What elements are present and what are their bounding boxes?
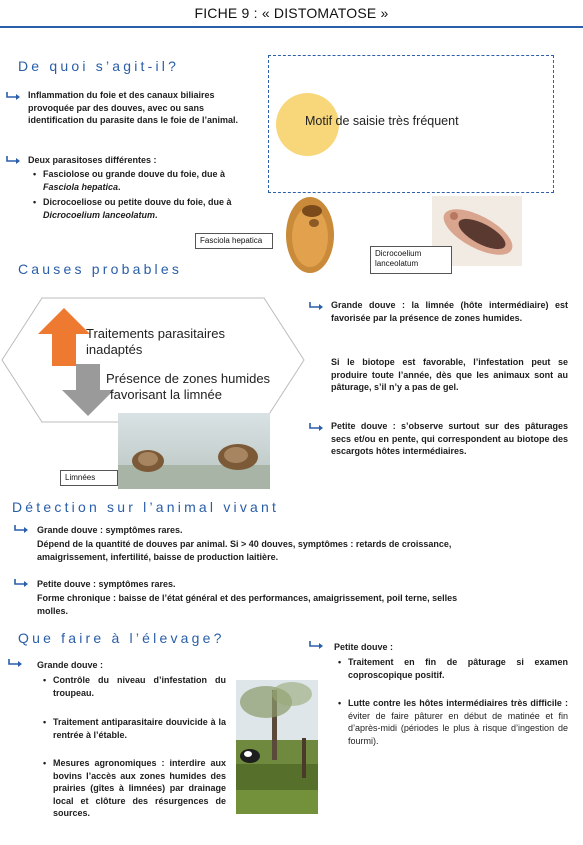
fasciola-photo [274,193,344,279]
page-header [0,0,583,28]
definition-text: Inflammation du foie et des canaux biliaires provoquée par des douves, avec ou sans identification du parasite dans le foie de l’animal. [28,90,239,125]
detection-grande-body: Dépend de la quantité de douves par animal. Si > 40 douves, symptômes : retards de croissance, amaigrissement, infertilité, baisse de production laitière. [37,539,452,562]
page-title: FICHE 9 : « DISTOMATOSE » [194,5,389,21]
bullet-dot-icon: • [43,758,47,768]
parasitoses-intro: Deux parasitoses différentes : [28,155,157,165]
cause-wetlands: Présence de zones humides favorisant la limnée [106,371,271,402]
motif-text: Motif de saisie très fréquent [305,114,459,128]
cause-treatment: Traitements parasitaires inadaptés [86,326,225,357]
arrow-bullet-icon [14,578,30,588]
action-petite-item-1: • Traitement en fin de pâturage si examen coproscopique positif. [338,657,568,680]
action-grande-title: Grande douve : [37,660,104,670]
bullet-dot-icon: • [43,675,47,685]
arrow-bullet-icon [14,524,30,534]
arrow-bullet-icon [6,91,22,101]
section-title-action: Que faire à l’élevage? [18,630,225,646]
bullet-dot-icon: • [33,197,37,207]
arrow-bullet-icon [8,658,24,668]
arrow-bullet-icon [309,640,325,650]
label-limnees: Limnées [60,470,118,486]
action-petite-title: Petite douve : [334,642,394,652]
action-grande-item-1: • Contrôle du niveau d’infestation du troupeau. [43,675,226,698]
orange-up-arrow-icon [36,306,92,368]
detection-petite-body: Forme chronique : baisse de l’état général et des performances, amaigrissement, poil terne, selles molles. [37,593,458,616]
arrow-bullet-icon [6,155,22,165]
limnees-photo [118,413,270,489]
list-item-fasciolose: • Fasciolose ou grande douve du foie, due à Fasciola hepatica. [33,169,226,192]
action-grande-item-3: • Mesures agronomiques : interdire aux bovins l’accès aux zones humides des prairies (gîtes à limnées) par drainage local et clôture des résurgences de sources. [43,758,226,818]
bullet-dot-icon: • [33,169,37,179]
arrow-bullet-icon [309,422,325,432]
action-grande-item-2: • Traitement antiparasitaire douvicide à la rentrée à l’étable. [43,717,226,740]
section-title-causes: Causes probables [18,261,183,277]
bullet-dot-icon: • [338,698,342,708]
cause-biotope-text: Si le biotope est favorable, l’infestation peut se produire toute l’année, dès que les animaux sont au pâturage, s’il n’y a pas de gel. [331,357,568,392]
detection-grande-title: Grande douve : symptômes rares. [37,525,183,535]
detection-petite-title: Petite douve : symptômes rares. [37,579,176,589]
bullet-dot-icon: • [43,717,47,727]
label-dicrocoelium: Dicrocoelium lanceolatum [370,246,452,274]
cause-grande-douve-text: Grande douve : la limnée (hôte intermédiaire) est favorisée par la présence de zones humides. [331,300,568,323]
label-fasciola-hepatica: Fasciola hepatica [195,233,273,249]
bullet-dot-icon: • [338,657,342,667]
section-title-detection: Détection sur l’animal vivant [12,499,280,515]
arrow-bullet-icon [309,301,325,311]
list-item-dicrocoeliose: • Dicrocoeliose ou petite douve du foie, due à Dicrocoelium lanceolatum. [33,197,232,220]
action-petite-item-2: • Lutte contre les hôtes intermédiaires très difficile : éviter de faire pâturer en début de matinée et fin d’après-midi (périodes le plus à risque d’ingestion de fourmi). [338,698,568,746]
section-title-what: De quoi s’agit-il? [18,58,180,74]
pasture-photo [236,680,318,814]
cause-petite-douve-text: Petite douve : s’observe surtout sur des pâturages secs et/ou en pente, qui correspondent au biotope des escargots hôtes intermédiaires. [331,421,568,456]
